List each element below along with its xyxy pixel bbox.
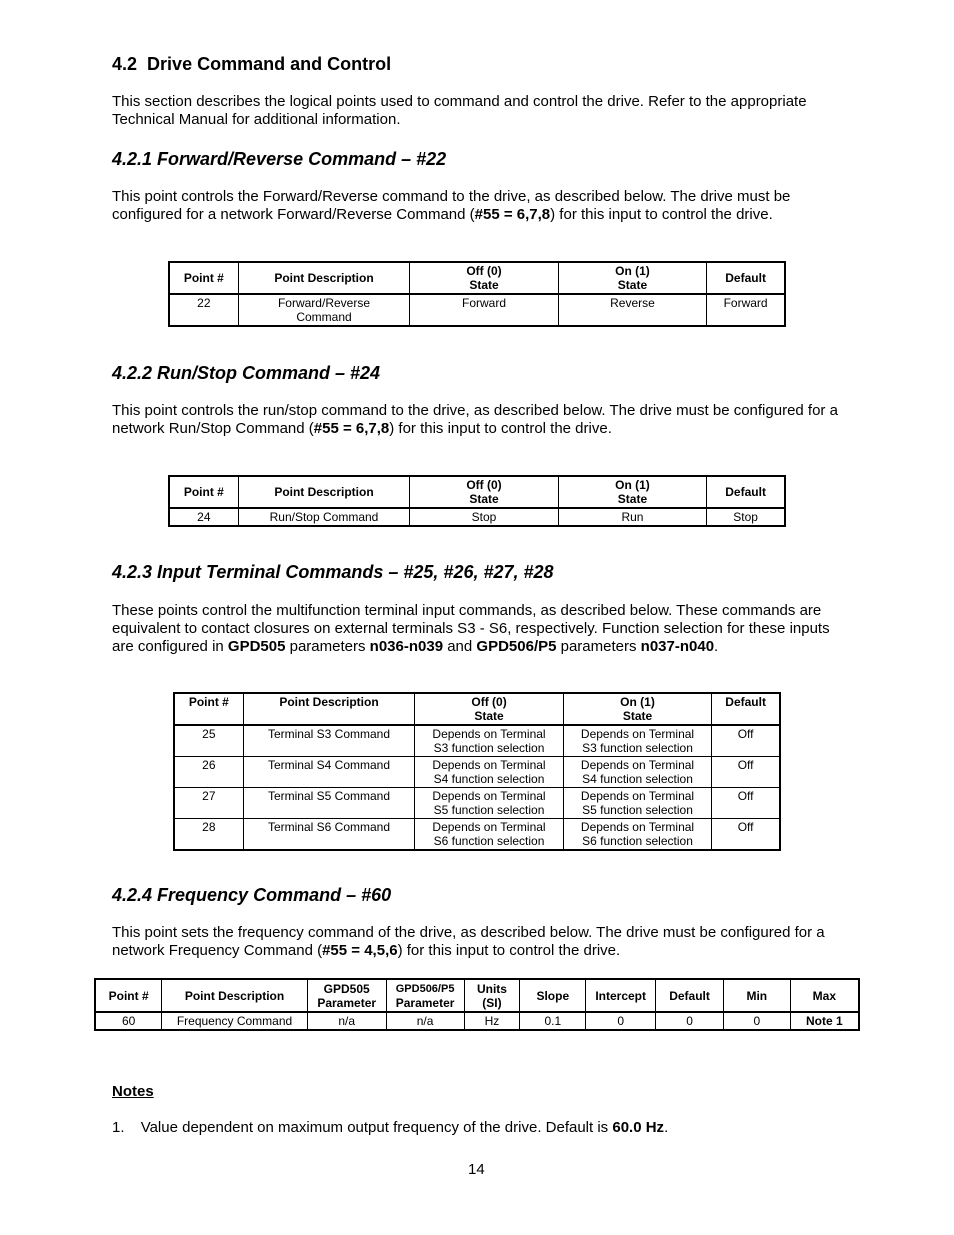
fwd-rev-text: This point controls the Forward/Reverse command to the drive, as described below. The drive must be configured for a network Forward/Reverse Command (#55 = 6,7,8) for this input to control the drive. xyxy=(112,188,791,223)
table-row xyxy=(174,757,780,788)
cell-on: Run xyxy=(558,508,706,526)
cell-desc: Terminal S4 Command xyxy=(243,757,415,788)
cell-point: 28 xyxy=(174,819,243,851)
cell-on: Depends on Terminal S6 function selection xyxy=(563,819,711,851)
col-header-off: Off (0) State xyxy=(410,476,558,508)
cell-off: Stop xyxy=(410,508,558,526)
col-header-on: On (1) State xyxy=(563,693,711,725)
col-header-default: Default xyxy=(707,476,785,508)
subsection-heading-run-stop: 4.2.2 Run/Stop Command – #24 xyxy=(112,363,381,383)
col-header-point: Point # xyxy=(169,262,238,294)
col-header-gpd505: GPD505 Parameter xyxy=(307,979,386,1012)
col-header-point: Point # xyxy=(174,693,243,725)
cell-gpd506: n/a xyxy=(386,1012,464,1030)
col-header-default: Default xyxy=(707,262,785,294)
run-stop-table xyxy=(168,475,786,527)
cell-off: Depends on Terminal S3 function selection xyxy=(415,725,563,757)
cell-point: 27 xyxy=(174,788,243,819)
col-header-default: Default xyxy=(712,693,780,725)
table-row xyxy=(174,788,780,819)
subsection-heading-fwd-rev: 4.2.1 Forward/Reverse Command – #22 xyxy=(112,149,447,169)
section-intro: This section describes the logical points used to command and control the drive. Refer to the appropriate Technical Manual for additional information. xyxy=(112,93,807,128)
note-number: 1. xyxy=(112,1119,125,1136)
cell-point: 22 xyxy=(169,294,238,326)
table-row xyxy=(95,1012,859,1030)
input-terminal-table xyxy=(173,692,781,851)
cell-off: Depends on Terminal S5 function selection xyxy=(415,788,563,819)
col-header-intercept: Intercept xyxy=(586,979,656,1012)
cell-on: Depends on Terminal S4 function selection xyxy=(563,757,711,788)
subsection-heading-input-terminal: 4.2.3 Input Terminal Commands – #25, #26, #27, #28 xyxy=(112,562,554,582)
col-header-desc: Point Description xyxy=(238,476,410,508)
note-item: 1. Value dependent on maximum output frequency of the drive. Default is 60.0 Hz. xyxy=(112,1119,669,1136)
cell-default: Off xyxy=(712,788,780,819)
col-header-units: Units (SI) xyxy=(464,979,520,1012)
col-header-point: Point # xyxy=(95,979,162,1012)
cell-desc: Run/Stop Command xyxy=(238,508,410,526)
table-row xyxy=(174,819,780,851)
cell-intercept: 0 xyxy=(586,1012,656,1030)
cell-point: 60 xyxy=(95,1012,162,1030)
cell-default: 0 xyxy=(656,1012,724,1030)
frequency-text: This point sets the frequency command of the drive, as described below. The drive must be configured for a network Frequency Command (#55 = 4,5,6) for this input to control the drive. xyxy=(112,924,825,959)
cell-desc: Terminal S5 Command xyxy=(243,788,415,819)
cell-default: Off xyxy=(712,757,780,788)
notes-title: Notes xyxy=(112,1083,154,1100)
cell-min: 0 xyxy=(723,1012,790,1030)
col-header-desc: Point Description xyxy=(162,979,307,1012)
col-header-min: Min xyxy=(723,979,790,1012)
cell-off: Forward xyxy=(410,294,558,326)
col-header-slope: Slope xyxy=(520,979,586,1012)
cell-default: Forward xyxy=(707,294,785,326)
cell-default: Off xyxy=(712,725,780,757)
cell-default: Stop xyxy=(707,508,785,526)
col-header-point: Point # xyxy=(169,476,238,508)
table-row xyxy=(174,725,780,757)
cell-desc: Terminal S3 Command xyxy=(243,725,415,757)
col-header-desc: Point Description xyxy=(238,262,410,294)
col-header-on: On (1) State xyxy=(558,476,706,508)
run-stop-text: This point controls the run/stop command to the drive, as described below. The drive must be configured for a network Run/Stop Command (#55 = 6,7,8) for this input to control the drive. xyxy=(112,402,838,437)
cell-point: 26 xyxy=(174,757,243,788)
cell-off: Depends on Terminal S4 function selection xyxy=(415,757,563,788)
cell-gpd505: n/a xyxy=(307,1012,386,1030)
cell-max: Note 1 xyxy=(790,1012,859,1030)
col-header-off: Off (0) State xyxy=(415,693,563,725)
col-header-max: Max xyxy=(790,979,859,1012)
cell-point: 24 xyxy=(169,508,238,526)
cell-on: Depends on Terminal S5 function selection xyxy=(563,788,711,819)
col-header-on: On (1) State xyxy=(558,262,706,294)
page-number: 14 xyxy=(468,1161,485,1178)
cell-on: Depends on Terminal S3 function selection xyxy=(563,725,711,757)
subsection-heading-frequency: 4.2.4 Frequency Command – #60 xyxy=(112,885,392,905)
input-terminal-text: These points control the multifunction terminal input commands, as described below. These commands are equivalent to contact closures on external terminals S3 - S6, respectively. Function selection for these inputs are configured in GPD505 parameters n036-n039 and GPD506/P5 parameters n037-n040. xyxy=(112,602,830,655)
cell-desc: Forward/Reverse Command xyxy=(238,294,410,326)
fwd-rev-table xyxy=(168,261,786,327)
cell-point: 25 xyxy=(174,725,243,757)
col-header-off: Off (0) State xyxy=(410,262,558,294)
col-header-gpd506: GPD506/P5 Parameter xyxy=(386,979,464,1012)
cell-desc: Frequency Command xyxy=(162,1012,307,1030)
cell-desc: Terminal S6 Command xyxy=(243,819,415,851)
cell-off: Depends on Terminal S6 function selection xyxy=(415,819,563,851)
cell-units: Hz xyxy=(464,1012,520,1030)
cell-on: Reverse xyxy=(558,294,706,326)
col-header-desc: Point Description xyxy=(243,693,415,725)
col-header-default: Default xyxy=(656,979,724,1012)
table-row xyxy=(169,294,785,326)
table-row xyxy=(169,508,785,526)
section-heading: 4.2 Drive Command and Control xyxy=(112,54,392,74)
cell-slope: 0.1 xyxy=(520,1012,586,1030)
cell-default: Off xyxy=(712,819,780,851)
frequency-table xyxy=(94,978,860,1031)
